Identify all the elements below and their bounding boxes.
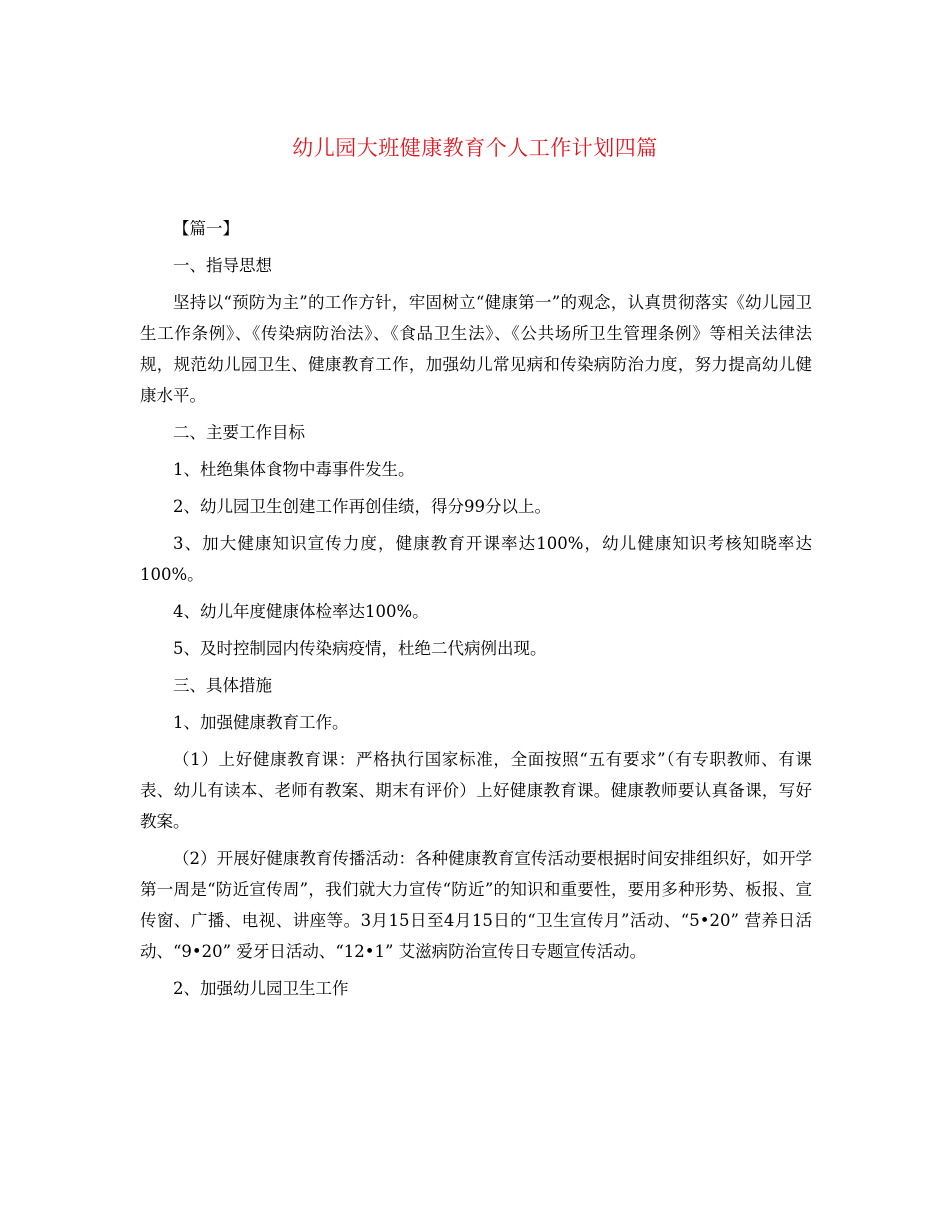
goal-item-3: 3、加大健康知识宣传力度，健康教育开课率达100%，幼儿健康知识考核知晓率达100%。	[140, 534, 812, 584]
goal-item-5: 5、及时控制园内传染病疫情，杜绝二代病例出现。	[173, 639, 547, 658]
paragraph-guiding-ideology: 坚持以“预防为主”的工作方针，牢固树立“健康第一”的观念，认真贯彻落实《幼儿园卫生工作条例》、《传染病防治法》、《食品卫生法》、《公共场所卫生管理条例》等相关法律法规，规范幼儿园卫生、健康教育工作，加强幼儿常见病和传染病防治力度，努力提高幼儿健康水平。	[140, 293, 812, 405]
heading-main-goals: 二、主要工作目标	[173, 423, 305, 442]
measure-item-2: 2、加强幼儿园卫生工作	[173, 979, 349, 998]
heading-specific-measures: 三、具体措施	[173, 676, 272, 695]
measure-subitem-2: （2）开展好健康教育传播活动：各种健康教育宣传活动要根据时间安排组织好，如开学第一周是“防近宣传周”，我们就大力宣传“防近”的知识和重要性，要用多种形势、板报、宣传窗、广播、电视、讲座等。3月15日至4月15日的“卫生宣传月”活动、“5•20” 营养日活动、“9•20” 爱牙日活动、“12•1” 艾滋病防治宣传日专题宣传活动。	[140, 849, 812, 961]
heading-guiding-ideology: 一、指导思想	[173, 256, 272, 275]
document-body	[140, 213, 812, 1010]
goal-item-1: 1、杜绝集体食物中毒事件发生。	[173, 460, 415, 479]
measure-item-1: 1、加强健康教育工作。	[173, 713, 349, 732]
document-title: 幼儿园大班健康教育个人工作计划四篇	[292, 136, 658, 160]
section-heading-part-one: 【篇一】	[173, 219, 239, 238]
goal-item-4: 4、幼儿年度健康体检率达100%。	[173, 602, 429, 621]
measure-subitem-1: （1）上好健康教育课：严格执行国家标准，全面按照“五有要求”（有专职教师、有课表、幼儿有读本、老师有教案、期末有评价）上好健康教育课。健康教师要认真备课，写好教案。	[140, 750, 812, 831]
goal-item-2: 2、幼儿园卫生创建工作再创佳绩，得分99分以上。	[173, 497, 551, 516]
